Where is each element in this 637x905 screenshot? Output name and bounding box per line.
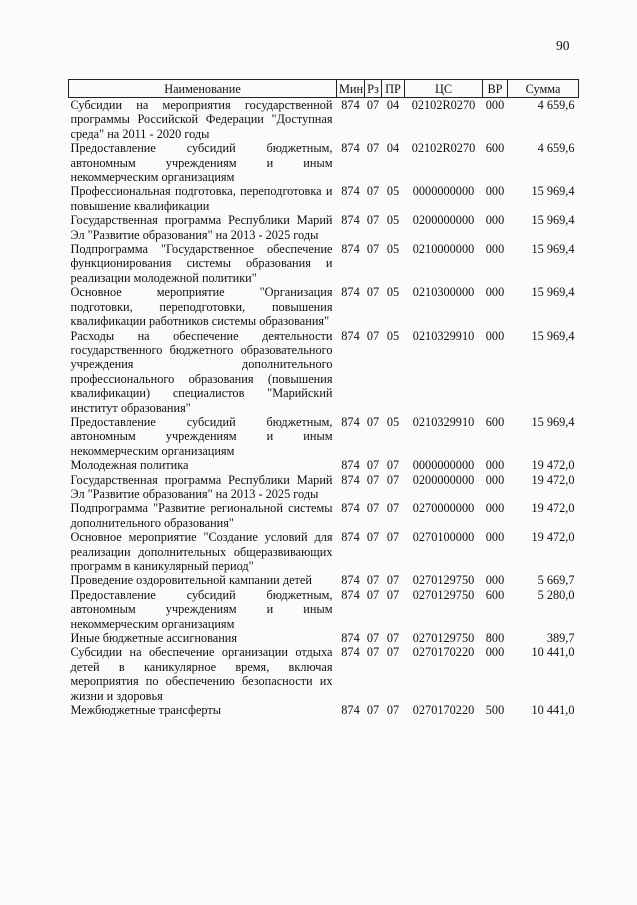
cell-name: Предоставление субсидий бюджетным, автономным учреждениям и иным некоммерческим организациям — [70, 141, 333, 185]
cell-min: 874 — [341, 328, 360, 343]
cell-vr: 000 — [485, 501, 505, 516]
cell-pr: 07 — [386, 703, 400, 718]
cell-vr: 000 — [485, 242, 505, 257]
column-header-min: Мин — [337, 80, 365, 98]
cell-sum: 10 441,0 — [531, 645, 575, 660]
table-row — [69, 501, 579, 530]
table-row — [69, 588, 579, 631]
table-row — [69, 703, 579, 717]
cell-min: 874 — [341, 472, 360, 487]
table-row — [69, 98, 579, 142]
cell-name: Основное мероприятие "Организация подготовки, переподготовки, повышения квалификации работников системы образования" — [70, 285, 333, 329]
cell-pr: 07 — [386, 472, 400, 487]
cell-sum: 15 969,4 — [531, 328, 575, 343]
cell-rz: 07 — [366, 587, 380, 602]
cell-name: Проведение оздоровительной кампании детей — [70, 573, 312, 588]
table-row — [69, 415, 579, 458]
table-row — [69, 242, 579, 285]
cell-min: 874 — [341, 587, 360, 602]
cell-min: 874 — [341, 141, 360, 156]
cell-name: Основное мероприятие "Создание условий для реализации дополнительных общеразвивающих программ в каникулярный период" — [70, 530, 333, 573]
cell-name: Государственная программа Республики Марий Эл "Развитие образования" на 2013 - 2025 годы — [70, 472, 333, 501]
cell-pr: 04 — [386, 98, 400, 112]
cell-name: Субсидии на обеспечение организации отдыха детей в каникулярное время, включая мероприятия по обеспечению безопасности их жизни и здоровья — [70, 645, 333, 703]
cell-vr: 800 — [485, 631, 505, 646]
cell-sum: 19 472,0 — [531, 472, 575, 487]
table-row — [69, 573, 579, 587]
cell-cs: 02102R0270 — [411, 98, 476, 112]
cell-vr: 000 — [485, 472, 505, 487]
table-row — [69, 458, 579, 472]
cell-rz: 07 — [366, 328, 380, 343]
cell-min: 874 — [341, 285, 360, 300]
cell-min: 874 — [341, 573, 360, 588]
cell-pr: 05 — [386, 213, 400, 228]
cell-cs: 0270129750 — [412, 631, 475, 646]
cell-min: 874 — [341, 98, 360, 112]
cell-pr: 04 — [386, 141, 400, 156]
page-number: 90 — [556, 38, 570, 53]
cell-rz: 07 — [366, 645, 380, 660]
cell-rz: 07 — [366, 242, 380, 257]
table-row — [69, 631, 579, 645]
column-header-name: Наименование — [69, 80, 337, 98]
cell-sum: 15 969,4 — [531, 213, 575, 228]
cell-vr: 000 — [485, 285, 505, 300]
cell-pr: 07 — [386, 530, 400, 545]
cell-rz: 07 — [366, 184, 380, 199]
column-header-sum: Сумма — [508, 80, 579, 98]
cell-sum: 5 669,7 — [537, 573, 575, 588]
cell-cs: 0270000000 — [412, 501, 475, 516]
cell-rz: 07 — [366, 472, 380, 487]
cell-rz: 07 — [366, 530, 380, 545]
column-header-cs: ЦС — [405, 80, 483, 98]
cell-rz: 07 — [366, 573, 380, 588]
cell-min: 874 — [341, 184, 360, 199]
cell-cs: 0210329910 — [412, 414, 475, 429]
cell-cs: 0270129750 — [412, 587, 475, 602]
cell-min: 874 — [341, 631, 360, 646]
cell-cs: 0270170220 — [412, 703, 475, 718]
cell-pr: 07 — [386, 645, 400, 660]
cell-pr: 05 — [386, 285, 400, 300]
cell-cs: 0270170220 — [412, 645, 475, 660]
cell-sum: 19 472,0 — [531, 458, 575, 473]
cell-sum: 19 472,0 — [531, 501, 575, 516]
table-row — [69, 473, 579, 502]
cell-cs: 0270100000 — [412, 530, 475, 545]
table-row — [69, 141, 579, 184]
cell-rz: 07 — [366, 141, 380, 156]
cell-min: 874 — [341, 703, 360, 718]
cell-min: 874 — [341, 530, 360, 545]
cell-min: 874 — [341, 414, 360, 429]
cell-sum: 15 969,4 — [531, 242, 575, 257]
cell-cs: 0200000000 — [412, 472, 475, 487]
cell-sum: 15 969,4 — [531, 184, 575, 199]
cell-vr: 000 — [485, 645, 505, 660]
cell-pr: 07 — [386, 587, 400, 602]
cell-rz: 07 — [366, 458, 380, 473]
cell-pr: 05 — [386, 328, 400, 343]
cell-name: Предоставление субсидий бюджетным, автономным учреждениям и иным некоммерческим организациям — [70, 587, 333, 631]
column-header-vr: ВР — [483, 80, 508, 98]
cell-name: Иные бюджетные ассигнования — [70, 631, 238, 646]
cell-vr: 500 — [485, 703, 505, 718]
cell-pr: 05 — [386, 414, 400, 429]
cell-vr: 000 — [485, 184, 505, 199]
budget-table — [68, 79, 579, 717]
cell-cs: 0210000000 — [412, 242, 475, 257]
column-header-pr: ПР — [382, 80, 405, 98]
cell-name: Межбюджетные трансферты — [70, 703, 222, 718]
cell-sum: 10 441,0 — [531, 703, 575, 718]
cell-vr: 000 — [485, 530, 505, 545]
cell-vr: 600 — [485, 587, 505, 602]
cell-vr: 600 — [485, 141, 505, 156]
cell-rz: 07 — [366, 285, 380, 300]
cell-pr: 07 — [386, 573, 400, 588]
cell-vr: 000 — [485, 573, 505, 588]
table-body — [69, 98, 579, 718]
cell-min: 874 — [341, 242, 360, 257]
cell-vr: 600 — [485, 414, 505, 429]
cell-sum: 15 969,4 — [531, 414, 575, 429]
table-row — [69, 184, 579, 213]
cell-rz: 07 — [366, 631, 380, 646]
column-header-rz: Рз — [365, 80, 382, 98]
table-row — [69, 329, 579, 415]
cell-pr: 05 — [386, 184, 400, 199]
cell-name: Предоставление субсидий бюджетным, автономным учреждениям и иным некоммерческим организациям — [70, 414, 333, 458]
cell-rz: 07 — [366, 703, 380, 718]
cell-vr: 000 — [485, 458, 505, 473]
table-row — [69, 285, 579, 328]
cell-pr: 07 — [386, 458, 400, 473]
cell-cs: 0000000000 — [412, 458, 475, 473]
cell-sum: 19 472,0 — [531, 530, 575, 545]
table-row — [69, 530, 579, 573]
cell-sum: 5 280,0 — [537, 587, 575, 602]
cell-rz: 07 — [366, 213, 380, 228]
cell-vr: 000 — [485, 213, 505, 228]
cell-vr: 000 — [485, 98, 505, 112]
cell-rz: 07 — [366, 98, 380, 112]
cell-sum: 4 659,6 — [537, 98, 575, 112]
cell-cs: 0000000000 — [412, 184, 475, 199]
cell-name: Государственная программа Республики Марий Эл "Развитие образования" на 2013 - 2025 годы — [70, 213, 333, 242]
cell-cs: 02102R0270 — [411, 141, 476, 156]
cell-sum: 4 659,6 — [537, 141, 575, 156]
cell-name: Расходы на обеспечение деятельности государственного бюджетного образовательного учреждения дополнительного профессионального образования (повышения квалификации) специалистов "Марийский институт образования" — [70, 328, 333, 415]
cell-rz: 07 — [366, 414, 380, 429]
cell-pr: 05 — [386, 242, 400, 257]
cell-min: 874 — [341, 458, 360, 473]
cell-rz: 07 — [366, 501, 380, 516]
cell-min: 874 — [341, 213, 360, 228]
cell-min: 874 — [341, 645, 360, 660]
cell-cs: 0200000000 — [412, 213, 475, 228]
cell-vr: 000 — [485, 328, 505, 343]
table-row — [69, 645, 579, 703]
cell-name: Подпрограмма "Развитие региональной системы дополнительного образования" — [70, 501, 333, 530]
table-row — [69, 213, 579, 242]
cell-name: Субсидии на мероприятия государственной программы Российской Федерации "Доступная среда" на 2011 - 2020 годы — [70, 98, 333, 141]
cell-name: Молодежная политика — [70, 458, 189, 473]
cell-sum: 15 969,4 — [531, 285, 575, 300]
cell-name: Подпрограмма "Государственное обеспечение функционирования системы образования и реализации молодежной политики" — [70, 242, 333, 285]
cell-pr: 07 — [386, 501, 400, 516]
cell-name: Профессиональная подготовка, переподготовка и повышение квалификации — [70, 184, 333, 213]
cell-cs: 0270129750 — [412, 573, 475, 588]
cell-cs: 0210300000 — [412, 285, 475, 300]
cell-sum: 389,7 — [546, 631, 575, 646]
cell-pr: 07 — [386, 631, 400, 646]
cell-min: 874 — [341, 501, 360, 516]
table-header-row — [69, 80, 579, 98]
cell-cs: 0210329910 — [412, 328, 475, 343]
